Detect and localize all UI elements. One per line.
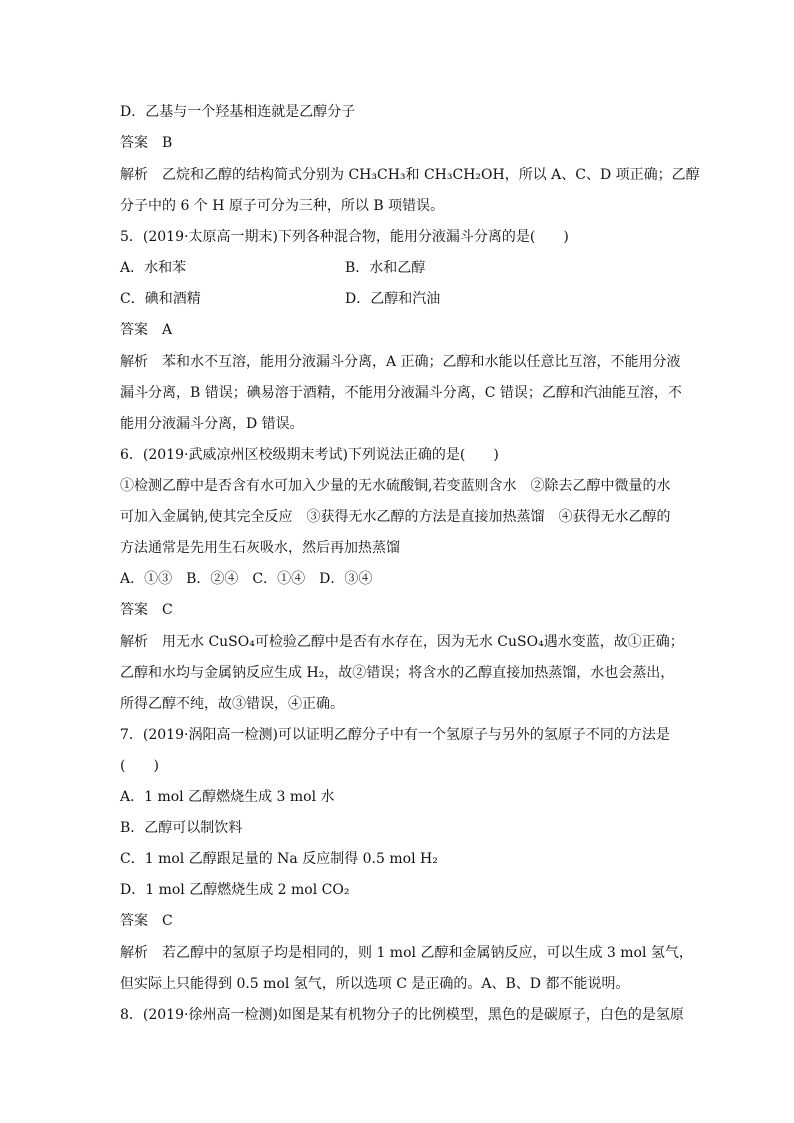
q7-analysis-line-1: 解析 若乙醇中的氢原子均是相同的，则 1 mol 乙醇和金属钠反应，可以生成 3 mol 氢气， [120, 945, 693, 961]
q5-analysis-line-2: 漏斗分离，B 错误；碘易溶于酒精，不能用分液漏斗分离，C 错误；乙醇和汽油能互溶，不 [120, 385, 682, 401]
q6-statements-line-2: 可加入金属钠,使其完全反应 ③获得无水乙醇的方法是直接加热蒸馏 ④获得无水乙醇的 [120, 509, 671, 525]
q6-options: A．①③ B．②④ C．①④ D．③④ [120, 571, 373, 587]
q7-option-c: C．1 mol 乙醇跟足量的 Na 反应制得 0.5 mol H₂ [120, 851, 438, 867]
q4-option-d: D．乙基与一个羟基相连就是乙醇分子 [120, 104, 356, 120]
q8-stem: 8．(2019·徐州高一检测)如图是某有机物分子的比例模型，黑色的是碳原子，白色的是氢原 [120, 1007, 684, 1023]
q5-stem: 5．(2019·太原高一期末)下列各种混合物，能用分液漏斗分离的是( ) [120, 229, 569, 245]
q5-option-a: A．水和苯 [120, 260, 187, 276]
q6-analysis-line-2: 乙醇和水均与金属钠反应生成 H₂，故②错误；将含水的乙醇直接加热蒸馏，水也会蒸出， [120, 665, 675, 681]
q6-statements-line-3: 方法通常是先用生石灰吸水，然后再加热蒸馏 [120, 540, 400, 556]
q4-analysis-line-1: 解析 乙烷和乙醇的结构简式分别为 CH₃CH₃和 CH₃CH₂OH，所以 A、C、D 项正确；乙醇 [120, 167, 700, 183]
q5-answer: 答案 A [120, 322, 173, 338]
q7-analysis-line-2: 但实际上只能得到 0.5 mol 氢气，所以选项 C 是正确的。A、B、D 都不能说明。 [120, 976, 630, 992]
q7-option-d: D．1 mol 乙醇燃烧生成 2 mol CO₂ [120, 882, 350, 898]
q7-stem: 7．(2019·涡阳高一检测)可以证明乙醇分子中有一个氢原子与另外的氢原子不同的方法是 [120, 727, 670, 743]
q7-option-a: A．1 mol 乙醇燃烧生成 3 mol 水 [120, 789, 335, 805]
q7-option-b: B．乙醇可以制饮料 [120, 820, 243, 836]
q6-statements-line-1: ①检测乙醇中是否含有水可加入少量的无水硫酸铜,若变蓝则含水 ②除去乙醇中微量的水 [120, 478, 671, 494]
q6-analysis-line-3: 所得乙醇不纯，故③错误，④正确。 [120, 696, 344, 712]
q4-analysis-line-2: 分子中的 6 个 H 原子可分为三种，所以 B 项错误。 [120, 198, 445, 214]
q6-analysis-line-1: 解析 用无水 CuSO₄可检验乙醇中是否有水存在，因为无水 CuSO₄遇水变蓝，故①正确； [120, 634, 684, 650]
q5-analysis-line-1: 解析 苯和水不互溶，能用分液漏斗分离，A 正确；乙醇和水能以任意比互溶，不能用分液 [120, 354, 681, 370]
q5-option-b: B．水和乙醇 [345, 260, 426, 276]
q5-option-c: C．碘和酒精 [120, 291, 201, 307]
q5-analysis-line-3: 能用分液漏斗分离，D 错误。 [120, 416, 304, 432]
q6-answer: 答案 C [120, 602, 173, 618]
q6-stem: 6．(2019·武威凉州区校级期末考试)下列说法正确的是( ) [120, 447, 499, 463]
q7-stem-blank: ( ) [120, 758, 159, 774]
q5-option-d: D．乙醇和汽油 [345, 291, 441, 307]
q4-answer: 答案 B [120, 135, 173, 151]
q7-answer: 答案 C [120, 913, 173, 929]
